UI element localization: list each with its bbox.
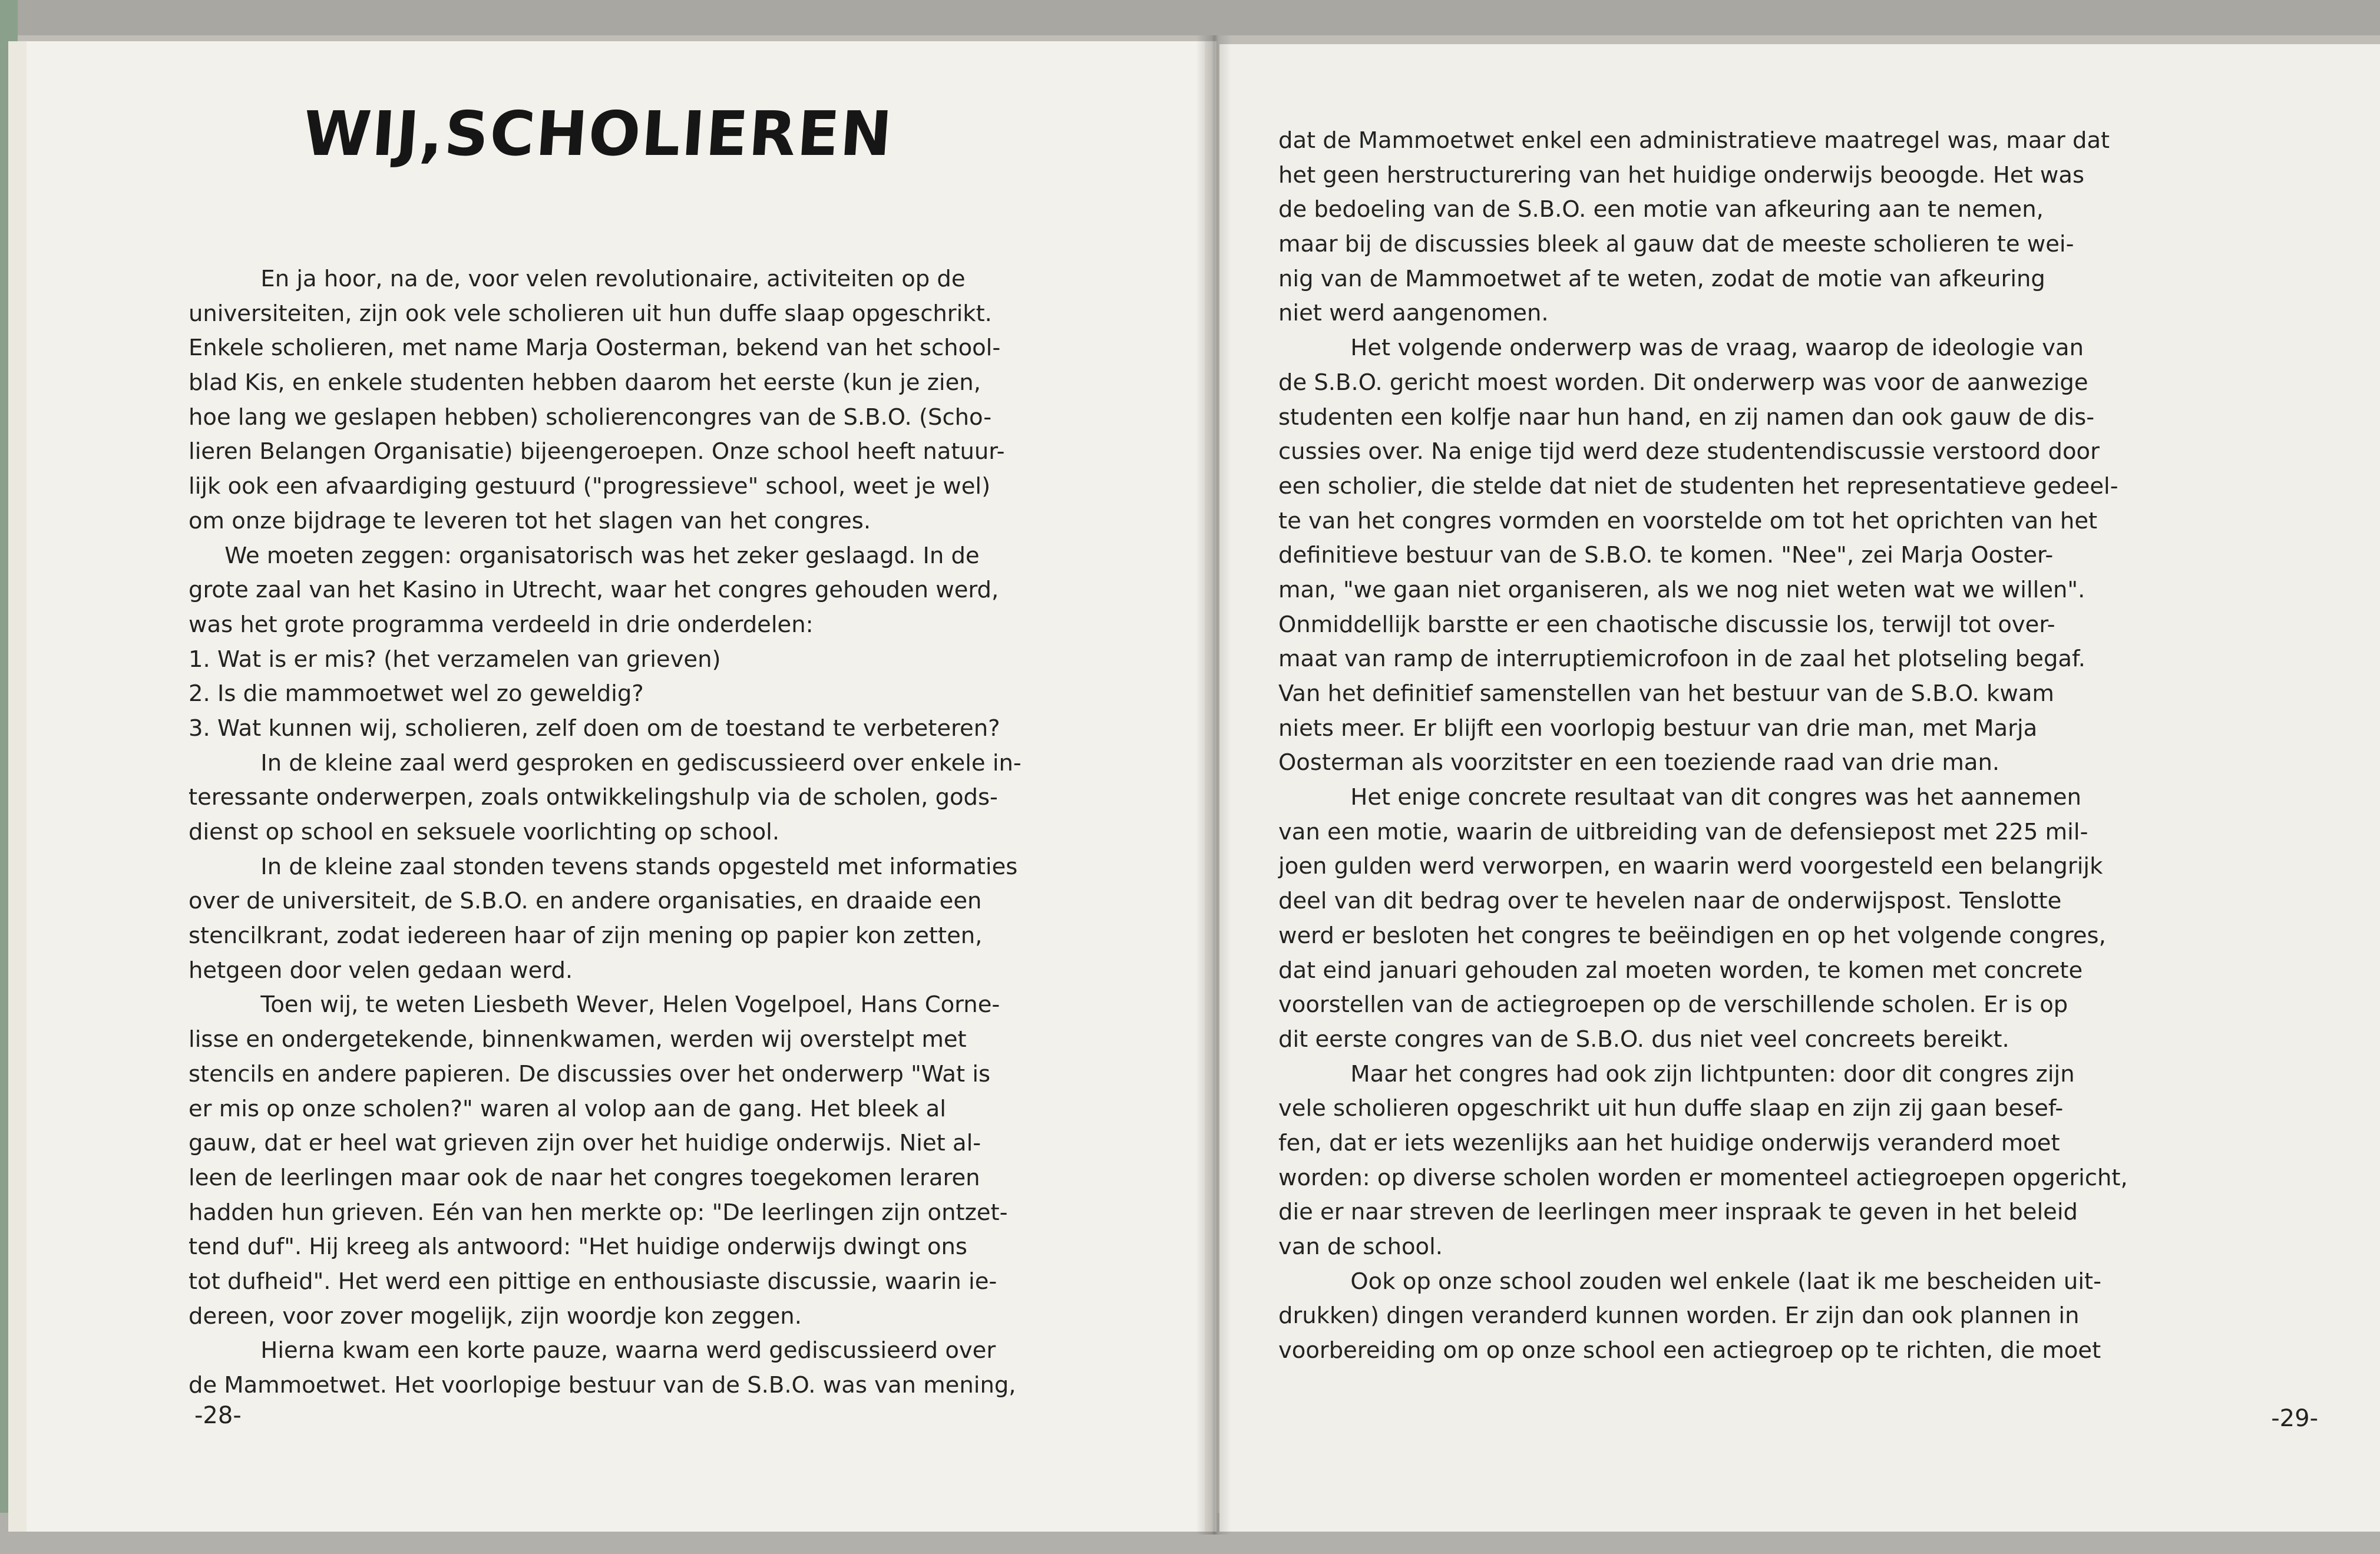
text-line: dereen, voor zover mogelijk, zijn woordje kon zeggen. <box>189 1302 802 1330</box>
text-line: werd er besloten het congres te beëindigen en op het volgende congres, <box>1278 922 2106 949</box>
text-line: Het volgende onderwerp was de vraag, waarop de ideologie van <box>1278 335 2084 362</box>
text-line: We moeten zeggen: organisatorisch was het zeker geslaagd. In de <box>189 542 980 569</box>
text-line: dat eind januari gehouden zal moeten worden, te komen met concrete <box>1278 957 2083 984</box>
text-line: om onze bijdrage te leveren tot het slagen van het congres. <box>189 507 871 534</box>
text-line: cussies over. Na enige tijd werd deze studentendiscussie verstoord door <box>1278 438 2100 465</box>
text-line: nig van de Mammoetwet af te weten, zodat de motie van afkeuring <box>1278 265 2045 292</box>
text-line: man, "we gaan niet organiseren, als we nog niet weten wat we willen". <box>1278 576 2085 603</box>
text-line: hoe lang we geslapen hebben) scholierencongres van de S.B.O. (Scho- <box>189 404 992 431</box>
text-line: hadden hun grieven. Eén van hen merkte op: "De leerlingen zijn ontzet- <box>189 1199 1008 1226</box>
text-line: lisse en ondergetekende, binnenkwamen, werden wij overstelpt met <box>189 1026 967 1053</box>
text-line: Maar het congres had ook zijn lichtpunten: door dit congres zijn <box>1278 1060 2075 1087</box>
left-page-body <box>189 262 1022 1403</box>
text-line: lieren Belangen Organisatie) bijeengeroepen. Onze school heeft natuur- <box>189 438 1005 465</box>
right-page-body <box>1278 124 2128 1368</box>
text-line: gauw, dat er heel wat grieven zijn over het huidige onderwijs. Niet al- <box>189 1130 981 1157</box>
text-line: dit eerste congres van de S.B.O. dus niet veel concreets bereikt. <box>1278 1026 2009 1053</box>
text-line: Oosterman als voorzitster en een toeziende raad van drie man. <box>1278 749 2000 776</box>
text-line: die er naar streven de leerlingen meer inspraak te geven in het beleid <box>1278 1199 2078 1226</box>
text-line: tot dufheid". Het werd een pittige en enthousiaste discussie, waarin ie- <box>189 1268 997 1295</box>
text-line: leen de leerlingen maar ook de naar het congres toegekomen leraren <box>189 1164 980 1191</box>
text-line: Hierna kwam een korte pauze, waarna werd gediscussieerd over <box>189 1337 996 1364</box>
text-line: grote zaal van het Kasino in Utrecht, waar het congres gehouden werd, <box>189 577 999 604</box>
text-line: dat de Mammoetwet enkel een administratieve maatregel was, maar dat <box>1278 127 2110 154</box>
left-page <box>27 41 1205 1532</box>
text-line: de S.B.O. gericht moest worden. Dit onderwerp was voor de aanwezige <box>1278 369 2088 396</box>
text-line: 1. Wat is er mis? (het verzamelen van grieven) <box>189 646 721 673</box>
text-line: vele scholieren opgeschrikt uit hun duffe slaap en zijn zij gaan besef- <box>1278 1095 2064 1122</box>
text-line: een scholier, die stelde dat niet de studenten het representatieve gedeel- <box>1278 472 2118 500</box>
text-line: fen, dat er iets wezenlijks aan het huidige onderwijs veranderd moet <box>1278 1129 2060 1156</box>
text-line: voorbereiding om op onze school een actiegroep op te richten, die moet <box>1278 1337 2101 1364</box>
text-line: Van het definitief samenstellen van het bestuur van de S.B.O. kwam <box>1278 680 2054 707</box>
book-gutter <box>1196 35 1231 1535</box>
text-line: de Mammoetwet. Het voorlopige bestuur van de S.B.O. was van mening, <box>189 1372 1016 1398</box>
text-line: In de kleine zaal werd gesproken en gediscussieerd over enkele in- <box>189 749 1022 776</box>
text-line: hetgeen door velen gedaan werd. <box>189 957 573 984</box>
text-line: maat van ramp de interruptiemicrofoon in de zaal het plotseling begaf. <box>1278 646 2085 673</box>
text-line: het geen herstructurering van het huidige onderwijs beoogde. Het was <box>1278 161 2085 189</box>
text-line: Ook op onze school zouden wel enkele (laat ik me bescheiden uit- <box>1278 1268 2101 1295</box>
text-line: studenten een kolfje naar hun hand, en zij namen dan ook gauw de dis- <box>1278 404 2095 431</box>
text-line: stencilkrant, zodat iedereen haar of zijn mening op papier kon zetten, <box>189 923 983 950</box>
text-line: teressante onderwerpen, zoals ontwikkelingshulp via de scholen, gods- <box>189 784 998 811</box>
text-line: definitieve bestuur van de S.B.O. te komen. "Nee", zei Marja Ooster- <box>1278 542 2054 569</box>
text-line: van de school. <box>1278 1234 1443 1260</box>
text-line: deel van dit bedrag over te hevelen naar de onderwijspost. Tenslotte <box>1278 888 2062 915</box>
text-line: Het enige concrete resultaat van dit congres was het aannemen <box>1278 784 2081 811</box>
text-line: blad Kis, en enkele studenten hebben daarom het eerste (kun je zien, <box>189 369 981 396</box>
text-line: er mis op onze scholen?" waren al volop aan de gang. Het bleek al <box>189 1095 946 1122</box>
text-line: Toen wij, te weten Liesbeth Wever, Helen Vogelpoel, Hans Corne- <box>189 991 1000 1019</box>
text-line: In de kleine zaal stonden tevens stands opgesteld met informaties <box>189 853 1018 880</box>
text-line: drukken) dingen veranderd kunnen worden. Er zijn dan ook plannen in <box>1278 1302 2080 1330</box>
text-line: worden: op diverse scholen worden er momenteel actiegroepen opgericht, <box>1278 1164 2128 1191</box>
text-line: voorstellen van de actiegroepen op de verschillende scholen. Er is op <box>1278 991 2068 1019</box>
text-line: Enkele scholieren, met name Marja Oosterman, bekend van het school- <box>189 335 1001 362</box>
page-number-right: -29- <box>2271 1405 2318 1432</box>
text-line: 3. Wat kunnen wij, scholieren, zelf doen om de toestand te verbeteren? <box>189 715 1000 742</box>
article-title: WIJ,SCHOLIEREN <box>300 98 895 170</box>
text-line: stencils en andere papieren. De discussies over het onderwerp "Wat is <box>189 1060 991 1087</box>
text-line: En ja hoor, na de, voor velen revolutionaire, activiteiten op de <box>189 266 966 292</box>
text-line: niet werd aangenomen. <box>1278 300 1549 327</box>
text-line: dienst op school en seksuele voorlichting op school. <box>189 819 780 845</box>
text-line: was het grote programma verdeeld in drie onderdelen: <box>189 611 814 638</box>
text-line: joen gulden werd verworpen, en waarin werd voorgesteld een belangrijk <box>1278 853 2103 880</box>
text-line: universiteiten, zijn ook vele scholieren uit hun duffe slaap opgeschrikt. <box>189 300 992 327</box>
text-line: van een motie, waarin de uitbreiding van de defensiepost met 225 mil- <box>1278 818 2088 845</box>
text-line: de bedoeling van de S.B.O. een motie van afkeuring aan te nemen, <box>1278 196 2044 223</box>
text-line: niets meer. Er blijft een voorlopig bestuur van drie man, met Marja <box>1278 715 2038 742</box>
text-line: over de universiteit, de S.B.O. en andere organisaties, en draaide een <box>189 888 982 915</box>
text-line: maar bij de discussies bleek al gauw dat de meeste scholieren te wei- <box>1278 231 2074 258</box>
backdrop <box>0 0 2380 35</box>
right-page <box>1219 44 2380 1532</box>
text-line: tend duf". Hij kreeg als antwoord: "Het huidige onderwijs dwingt ons <box>189 1234 967 1261</box>
text-line: lijk ook een afvaardiging gestuurd ("progressieve" school, weet je wel) <box>189 473 991 500</box>
text-line: 2. Is die mammoetwet wel zo geweldig? <box>189 680 644 707</box>
text-line: Onmiddellijk barstte er een chaotische discussie los, terwijl tot over- <box>1278 611 2055 638</box>
text-line: te van het congres vormden en voorstelde om tot het oprichten van het <box>1278 507 2098 534</box>
page-number-left: -28- <box>194 1402 242 1429</box>
